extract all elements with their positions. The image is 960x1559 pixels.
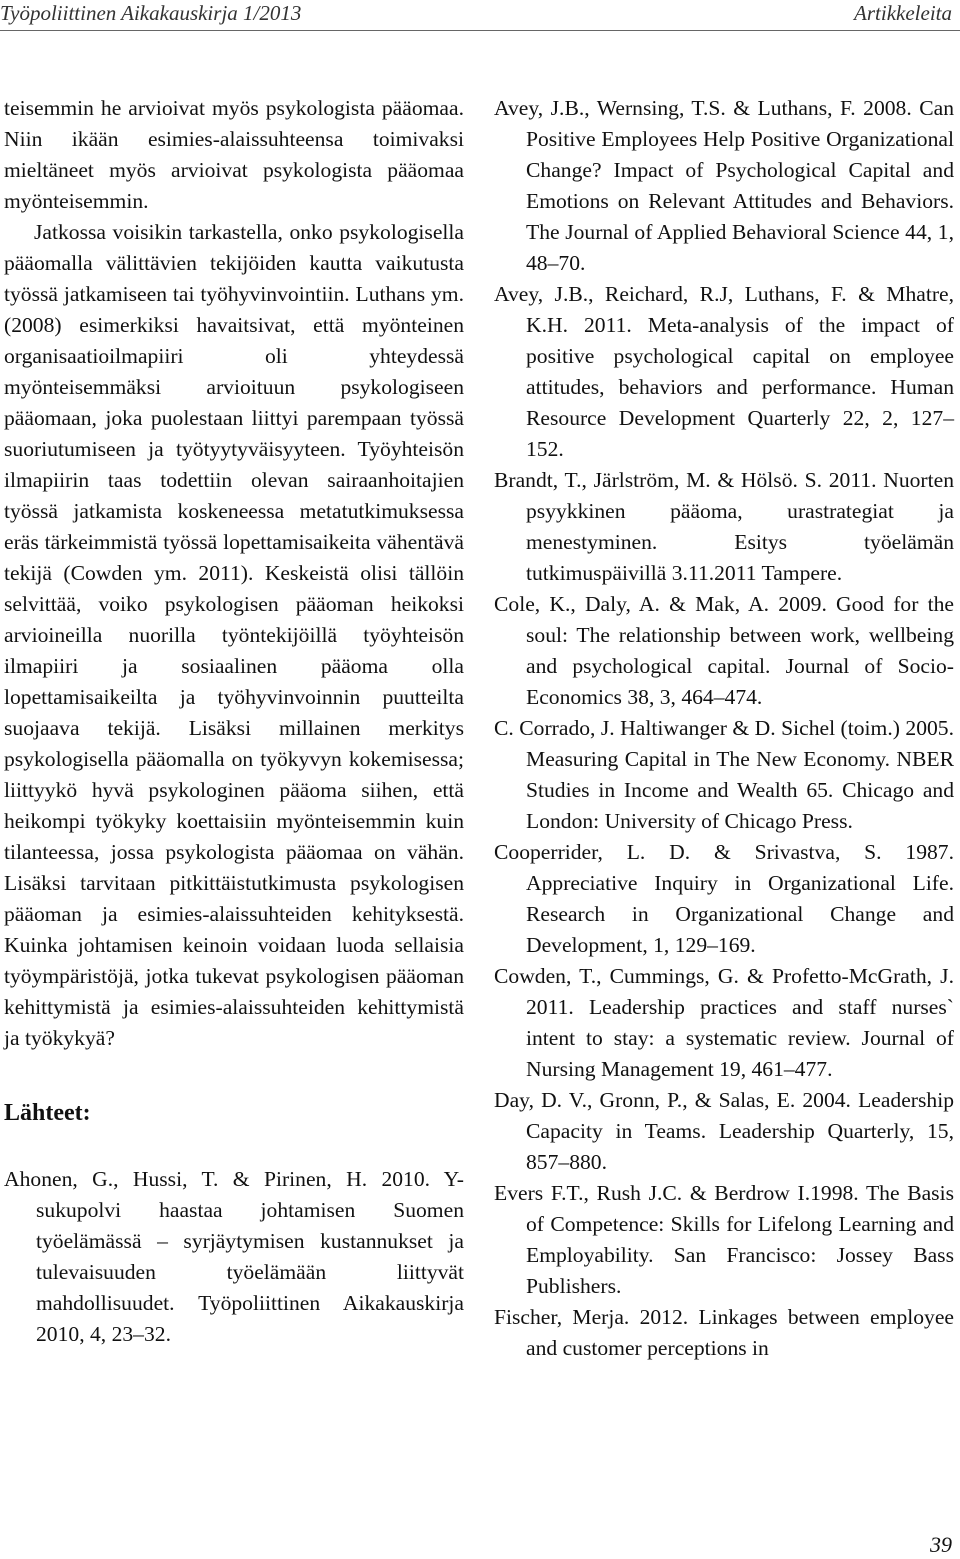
right-column (494, 93, 954, 1364)
body-paragraph-2: Jatkossa voisikin tarkastella, onko psykologisella pääomalla välittävien tekijöiden kautta vaikutusta työssä jatkamiseen tai työhyvinvointiin. Luthans ym. (2008) esimerkiksi havaitsivat, että myönteinen organisaatioilmapiiri oli yhteydessä myönteisemmäksi arvioituun psykologiseen pääomaan, joka puolestaan liittyi parempaan työssä suoriutumiseen ja työtyytyväisyyteen. Työyhteisön ilmapiirin taas todettiin olevan sairaanhoitajien työssä jatkamista koskeneessa metatutkimuksessa eräs tärkeimmistä työssä lopettamisaikeita vähentävä tekijä (Cowden ym. 2011). Keskeistä olisi tällöin selvittää, voiko psykologisen pääoman heikoksi arvioineilla nuorilla työntekijöillä työyhteisön ilmapiiri ja sosiaalinen pääoma olla lopettamisaikeilta ja työhyvinvoinnin puutteilta suojaava tekijä. Lisäksi millainen merkitys psykologisella pääomalla on työkyvyn kokemisessa; liittyykö hyvä psykologinen pääoma siihen, että heikompi työkyky koettaisiin myönteisemmin kuin tilanteessa, jossa psykologista pääomaa on vähän. Lisäksi tarvitaan pitkittäistutkimusta psykologisen pääoman ja esimies-alaissuhteiden kehityksestä. Kuinka johtamisen keinoin voidaan luoda sellaisia työympäristöjä, jotka tukevat psykologisen pääoman kehittymistä ja esimies-alaissuhteiden kehittymistä ja työkykyä? (4, 220, 464, 1050)
reference-item: Cooperrider, L. D. & Srivastva, S. 1987. Appreciative Inquiry in Organizational Life. Research in Organizational Change and Development, 1, 129–169. (494, 840, 954, 957)
running-header (0, 0, 960, 28)
reference-item: Cowden, T., Cummings, G. & Profetto-McGrath, J. 2011. Leadership practices and staff nurses` intent to stay: a systematic review. Journal of Nursing Management 19, 461–477. (494, 964, 954, 1081)
section-label: Artikkeleita (854, 1, 952, 25)
body-paragraph-1: teisemmin he arvioivat myös psykologista pääomaa. Niin ikään esimies-alaissuhteensa toimivaksi mieltäneet myös arvioivat psykologista pääomaa myönteisemmin. (4, 96, 464, 213)
page-number: 39 (930, 1532, 952, 1557)
reference-item: Cole, K., Daly, A. & Mak, A. 2009. Good for the soul: The relationship between work, wellbeing and psychological capital. Journal of Socio-Economics 38, 3, 464–474. (494, 592, 954, 709)
reference-item: Brandt, T., Järlström, M. & Hölsö. S. 2011. Nuorten psyykkinen pääoma, urastrategiat ja menestyminen. Esitys työelämän tutkimuspäivillä 3.11.2011 Tampere. (494, 468, 954, 585)
reference-item: Ahonen, G., Hussi, T. & Pirinen, H. 2010. Y-sukupolvi haastaa johtamisen Suomen työelämässä – syrjäytymisen kustannukset ja tulevaisuuden työelämään liittyvät mahdollisuudet. Työpoliittinen Aikakauskirja 2010, 4, 23–32. (4, 1167, 464, 1346)
reference-item: C. Corrado, J. Haltiwanger & D. Sichel (toim.) 2005. Measuring Capital in The New Economy. NBER Studies in Income and Wealth 65. Chicago and London: University of Chicago Press. (494, 716, 954, 833)
reference-item: Evers F.T., Rush J.C. & Berdrow I.1998. The Basis of Competence: Skills for Lifelong Learning and Employability. San Francisco: Jossey Bass Publishers. (494, 1181, 954, 1298)
left-column (4, 93, 464, 1350)
header-rule (0, 30, 960, 31)
reference-item: Avey, J.B., Wernsing, T.S. & Luthans, F. 2008. Can Positive Employees Help Positive Organizational Change? Impact of Psychological Capital and Emotions on Relevant Attitudes and Behaviors. The Journal of Applied Behavioral Science 44, 1, 48–70. (494, 96, 954, 275)
reference-item: Day, D. V., Gronn, P., & Salas, E. 2004. Leadership Capacity in Teams. Leadership Quarterly, 15, 857–880. (494, 1088, 954, 1174)
journal-title: Työpoliittinen Aikakauskirja 1/2013 (0, 1, 302, 25)
references-heading: Lähteet: (4, 1100, 91, 1126)
reference-item: Avey, J.B., Reichard, R.J, Luthans, F. & Mhatre, K.H. 2011. Meta-analysis of the impact of positive psychological capital on employee attitudes, behaviors and performance. Human Resource Development Quarterly 22, 2, 127–152. (494, 282, 954, 461)
reference-item: Fischer, Merja. 2012. Linkages between employee and customer perceptions in (494, 1305, 954, 1360)
